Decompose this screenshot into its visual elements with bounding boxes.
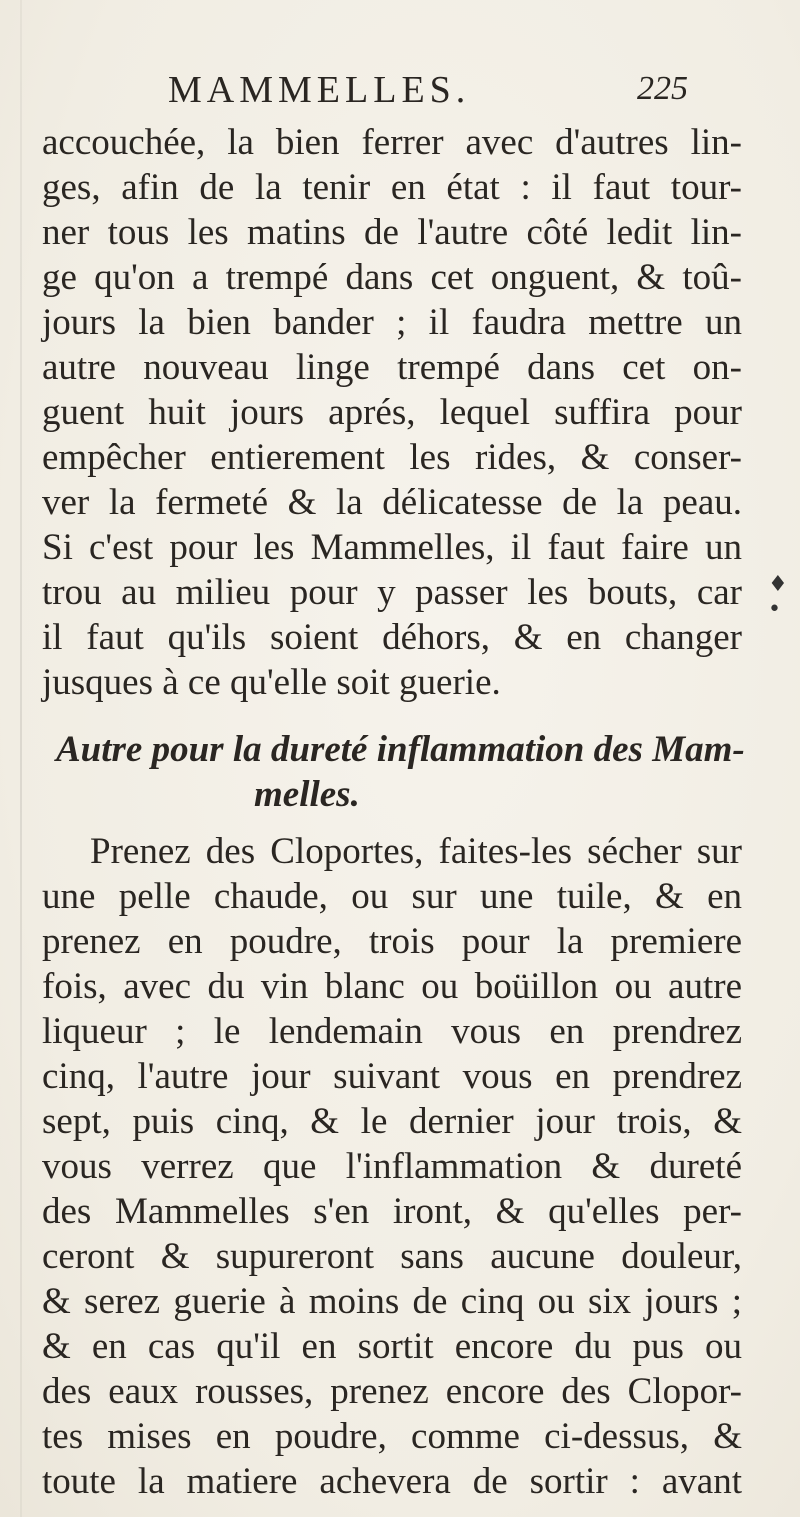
page-number: 225 <box>637 70 688 107</box>
text-line: empêcher entierement les rides, & conser- <box>42 437 742 478</box>
text-line: une pelle chaude, ou sur une tuile, & en <box>42 876 742 917</box>
text-line: prenez en poudre, trois pour la premiere <box>42 921 742 962</box>
text-line: fois, avec du vin blanc ou boüillon ou autre <box>42 966 742 1007</box>
text-line: & en cas qu'il en sortit encore du pus ou <box>42 1326 742 1367</box>
text-line: jusques à ce qu'elle soit guerie. <box>42 662 501 703</box>
text-line: cinq, l'autre jour suivant vous en prendrez <box>42 1056 742 1097</box>
text-line: jours la bien bander ; il faudra mettre un <box>42 302 742 343</box>
section-heading-continuation: melles. <box>254 774 360 815</box>
running-title: MAMMELLES. <box>168 69 471 111</box>
text-line: ner tous les matins de l'autre côté ledit lin- <box>42 212 742 253</box>
text-line: vous verrez que l'inflammation & dureté <box>42 1146 742 1187</box>
body-text <box>42 120 745 1504</box>
paragraph-gap <box>42 705 742 727</box>
text-line: tes mises en poudre, comme ci-dessus, & <box>42 1416 742 1457</box>
text-line: Si c'est pour les Mammelles, il faut faire un <box>42 527 742 568</box>
text-line: ges, afin de la tenir en état : il faut tour- <box>42 167 742 208</box>
text-line: sept, puis cinq, & le dernier jour trois, & <box>42 1101 742 1142</box>
text-line: des Mammelles s'en iront, & qu'elles per- <box>42 1191 742 1232</box>
text-line: liqueur ; le lendemain vous en prendrez <box>42 1011 742 1052</box>
section-heading: Autre pour la dureté inflammation des Mam- <box>56 729 745 770</box>
text-line: il faut qu'ils soient déhors, & en changer <box>42 617 742 658</box>
text-line: des eaux rousses, prenez encore des Clopor- <box>42 1371 742 1412</box>
margin-mark: ♦ • <box>768 572 788 622</box>
text-line: toute la matiere achevera de sortir : avant <box>42 1461 742 1502</box>
text-line: ver la fermeté & la délicatesse de la peau. <box>42 482 742 523</box>
page-header <box>168 68 688 118</box>
text-line: & serez guerie à moins de cinq ou six jours ; <box>42 1281 742 1322</box>
text-line: accouchée, la bien ferrer avec d'autres lin- <box>42 122 742 163</box>
text-line: trou au milieu pour y passer les bouts, car <box>42 572 742 613</box>
text-line: autre nouveau linge trempé dans cet on- <box>42 347 742 388</box>
page-fold-shadow <box>20 0 22 1517</box>
text-line: ceront & supureront sans aucune douleur, <box>42 1236 742 1277</box>
text-line: Prenez des Cloportes, faites-les sécher sur <box>90 831 742 872</box>
text-line: ge qu'on a trempé dans cet onguent, & toû- <box>42 257 742 298</box>
text-line: guent huit jours aprés, lequel suffira pour <box>42 392 742 433</box>
